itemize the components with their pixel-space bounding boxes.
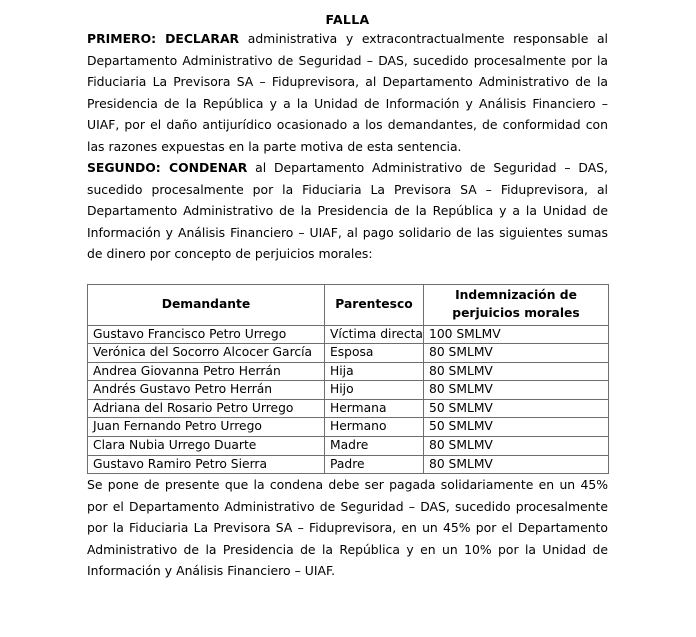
- table-header-row: [88, 284, 609, 325]
- cell-demandante: Gustavo Francisco Petro Urrego: [88, 325, 325, 344]
- cell-indemnizacion: 50 SMLMV: [424, 418, 609, 437]
- cell-parentesco: Hermano: [325, 418, 424, 437]
- cell-indemnizacion: 80 SMLMV: [424, 381, 609, 400]
- cell-parentesco: Víctima directa: [325, 325, 424, 344]
- cell-indemnizacion: 80 SMLMV: [424, 455, 609, 474]
- column-header-demandante: Demandante: [88, 284, 325, 325]
- paragraph-primero-lead: PRIMERO: DECLARAR: [87, 31, 240, 46]
- table-row: [88, 344, 609, 363]
- cell-demandante: Adriana del Rosario Petro Urrego: [88, 399, 325, 418]
- cell-demandante: Juan Fernando Petro Urrego: [88, 418, 325, 437]
- paragraph-segundo-lead: SEGUNDO: CONDENAR: [87, 160, 248, 175]
- table-row: [88, 437, 609, 456]
- table-row: [88, 399, 609, 418]
- table-row: [88, 455, 609, 474]
- cell-parentesco: Hija: [325, 362, 424, 381]
- cell-indemnizacion: 50 SMLMV: [424, 399, 609, 418]
- cell-parentesco: Madre: [325, 437, 424, 456]
- cell-parentesco: Hijo: [325, 381, 424, 400]
- cell-indemnizacion: 80 SMLMV: [424, 362, 609, 381]
- cell-demandante: Clara Nubia Urrego Duarte: [88, 437, 325, 456]
- paragraph-final: [87, 474, 608, 582]
- cell-indemnizacion: 80 SMLMV: [424, 344, 609, 363]
- table-row: [88, 381, 609, 400]
- table-row: [88, 362, 609, 381]
- table-body: [88, 325, 609, 474]
- cell-parentesco: Esposa: [325, 344, 424, 363]
- paragraph-primero: [87, 28, 608, 157]
- cell-demandante: Gustavo Ramiro Petro Sierra: [88, 455, 325, 474]
- cell-demandante: Andrés Gustavo Petro Herrán: [88, 381, 325, 400]
- column-header-parentesco: Parentesco: [325, 284, 424, 325]
- cell-indemnizacion: 80 SMLMV: [424, 437, 609, 456]
- cell-indemnizacion: 100 SMLMV: [424, 325, 609, 344]
- moral-damages-table: [87, 284, 609, 475]
- table-row: [88, 325, 609, 344]
- paragraph-primero-body: administrativa y extracontractualmente responsable al Departamento Administrativo de Seguridad – DAS, sucedido procesalmente por la Fiduciaria La Previsora SA – Fiduprevisora, al Departamento Administrativo de la Presidencia de la República y a la Unidad de Información y Análisis Financiero – UIAF, por el daño antijurídico ocasionado a los demandantes, de conformidad con las razones expuestas en la parte motiva de esta sentencia.: [87, 31, 608, 154]
- cell-parentesco: Padre: [325, 455, 424, 474]
- column-header-indemnizacion: Indemnización de perjuicios morales: [424, 284, 609, 325]
- table-row: [88, 418, 609, 437]
- cell-parentesco: Hermana: [325, 399, 424, 418]
- paragraph-segundo: [87, 157, 608, 265]
- paragraph-final-body: Se pone de presente que la condena debe ser pagada solidariamente en un 45% por el Departamento Administrativo de Seguridad – DAS, sucedido procesalmente por la Fiduciaria La Previsora SA – Fiduprevisora, en un 45% por el Departamento Administrativo de la Presidencia de la República y en un 10% por la Unidad de Información y Análisis Financiero – UIAF.: [87, 477, 608, 579]
- cell-demandante: Andrea Giovanna Petro Herrán: [88, 362, 325, 381]
- cell-demandante: Verónica del Socorro Alcocer García: [88, 344, 325, 363]
- page-title: FALLA: [325, 12, 370, 27]
- document-body: [87, 0, 608, 582]
- paragraph-segundo-body: al Departamento Administrativo de Seguridad – DAS, sucedido procesalmente por la Fiduciaria La Previsora SA – Fiduprevisora, al Departamento Administrativo de la Presidencia de la República y a la Unidad de Información y Análisis Financiero – UIAF, al pago solidario de las siguientes sumas de dinero por concepto de perjuicios morales:: [87, 160, 608, 261]
